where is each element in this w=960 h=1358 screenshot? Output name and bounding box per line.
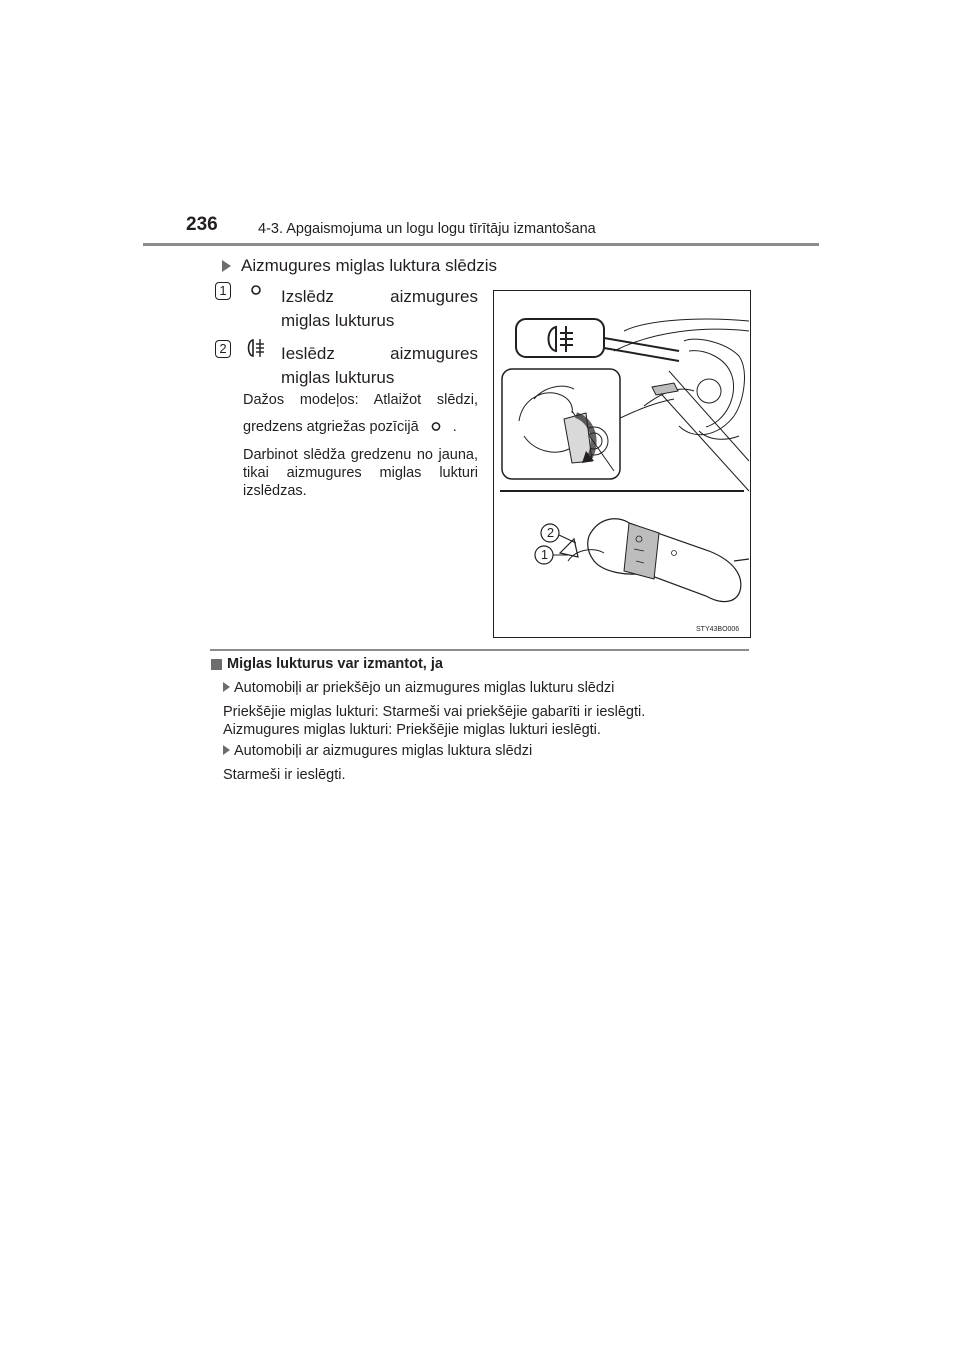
triangle-bullet-icon	[223, 682, 230, 692]
condition-bullet-2	[223, 742, 532, 760]
condition-line-2: Aizmugures miglas lukturi: Priekšējie miglas lukturi ieslēgti.	[223, 722, 601, 738]
rear-fog-switch-heading-text: Aizmugures miglas luktura slēdzis	[241, 256, 498, 275]
rear-fog-switch-heading	[222, 256, 497, 276]
marker-1: 1	[215, 282, 231, 300]
condition-bullet-2-text: Automobiļi ar aizmugures miglas luktura slēdzi	[234, 743, 533, 759]
condition-bullet-1-text: Automobiļi ar priekšējo un aizmugures miglas lukturu slēdzi	[234, 680, 615, 696]
note-1-line-b	[243, 418, 478, 436]
illustration-drawing	[494, 291, 750, 637]
section-divider	[210, 649, 749, 651]
marker-2: 2	[215, 340, 231, 358]
off-position-icon	[250, 284, 262, 296]
note-2: Darbinot slēdža gredzenu no jauna, tikai aizmugures miglas lukturi izslēdzas.	[243, 447, 478, 499]
conditions-heading-text: Miglas lukturus var izmantot, ja	[227, 656, 443, 672]
condition-line-1: Priekšējie miglas lukturi: Starmeši vai priekšējie gabarīti ir ieslēgti.	[223, 704, 646, 720]
item-2-text: Ieslēdz aizmugures miglas lukturus	[281, 344, 478, 387]
note-1-period: .	[452, 419, 457, 435]
conditions-heading	[211, 656, 443, 672]
square-bullet-icon	[211, 659, 222, 670]
note-1-line-a: Dažos modeļos: Atlaižot slēdzi,	[243, 392, 478, 408]
condition-line-3: Starmeši ir ieslēgti.	[223, 767, 346, 783]
switch-illustration	[493, 290, 751, 638]
callout-1: 1	[540, 547, 549, 562]
rear-fog-light-icon	[244, 337, 266, 359]
note-1-text: gredzens atgriežas pozīcijā	[243, 419, 419, 435]
off-position-icon-inline	[431, 421, 443, 432]
callout-2: 2	[546, 525, 555, 540]
triangle-bullet-icon	[223, 745, 230, 755]
triangle-bullet-icon	[222, 260, 231, 272]
condition-bullet-1	[223, 679, 614, 697]
section-title: 4-3. Apgaismojuma un logu logu tīrītāju izmantošana	[258, 221, 596, 237]
page-number: 236	[186, 214, 218, 235]
header-divider	[143, 243, 819, 246]
figure-code: STY43BO006	[696, 626, 740, 633]
item-1-text: Izslēdz aizmugures miglas lukturus	[281, 287, 478, 330]
